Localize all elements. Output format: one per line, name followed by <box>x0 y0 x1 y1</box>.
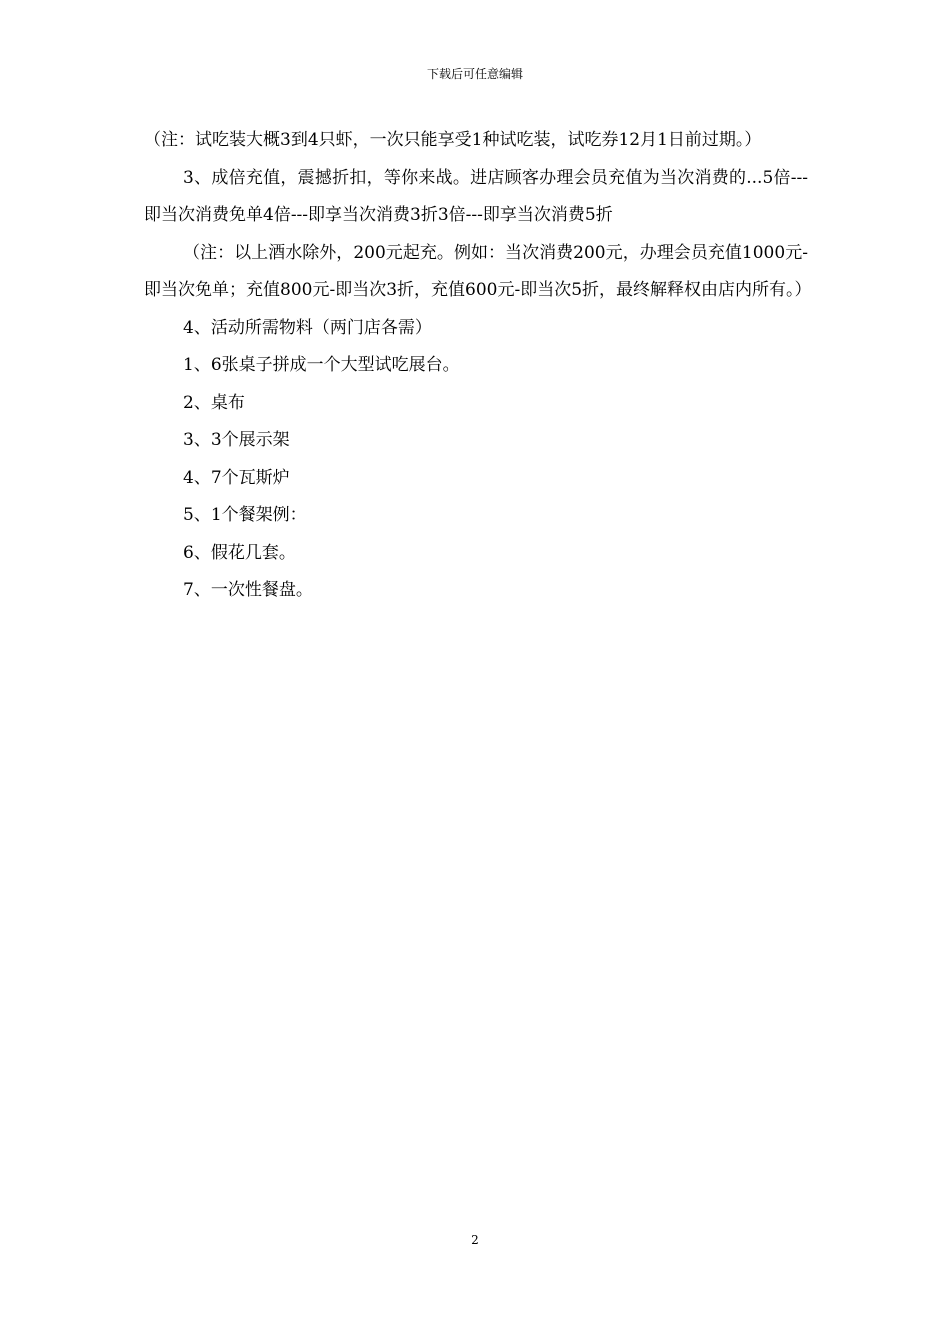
document-body <box>144 122 812 610</box>
list-item: 7、一次性餐盘。 <box>183 580 313 600</box>
list-item: 5、1个餐架例： <box>183 505 307 525</box>
paragraph-tasting-note: （注：试吃装大概3到4只虾，一次只能享受1种试吃装，试吃券12月1日前过期。） <box>144 130 762 150</box>
list-item: 4、7个瓦斯炉 <box>183 467 290 488</box>
list-item: 6、假花几套。 <box>183 542 296 563</box>
page-number: 2 <box>471 1233 479 1247</box>
paragraph-recharge-note: （注：以上酒水除外，200元起充。例如：当次消费200元，办理会员充值1000元-即当次免单；充值800元-即当次3折，充值600元-即当次5折，最终解释权由店内所有。） <box>144 242 812 300</box>
list-item: 2、桌布 <box>183 392 245 413</box>
list-item: 1、6张桌子拼成一个大型试吃展台。 <box>183 355 460 375</box>
page-header: 下载后可任意编辑 <box>426 67 523 81</box>
list-item: 3、3个展示架 <box>183 430 290 450</box>
paragraph-recharge-offer: 3、成倍充值，震撼折扣，等你来战。进店顾客办理会员充值为当次消费的...5倍---即当次消费免单4倍---即享当次消费3折3倍---即享当次消费5折 <box>144 167 808 225</box>
section-heading-materials: 4、活动所需物料（两门店各需） <box>183 317 432 338</box>
